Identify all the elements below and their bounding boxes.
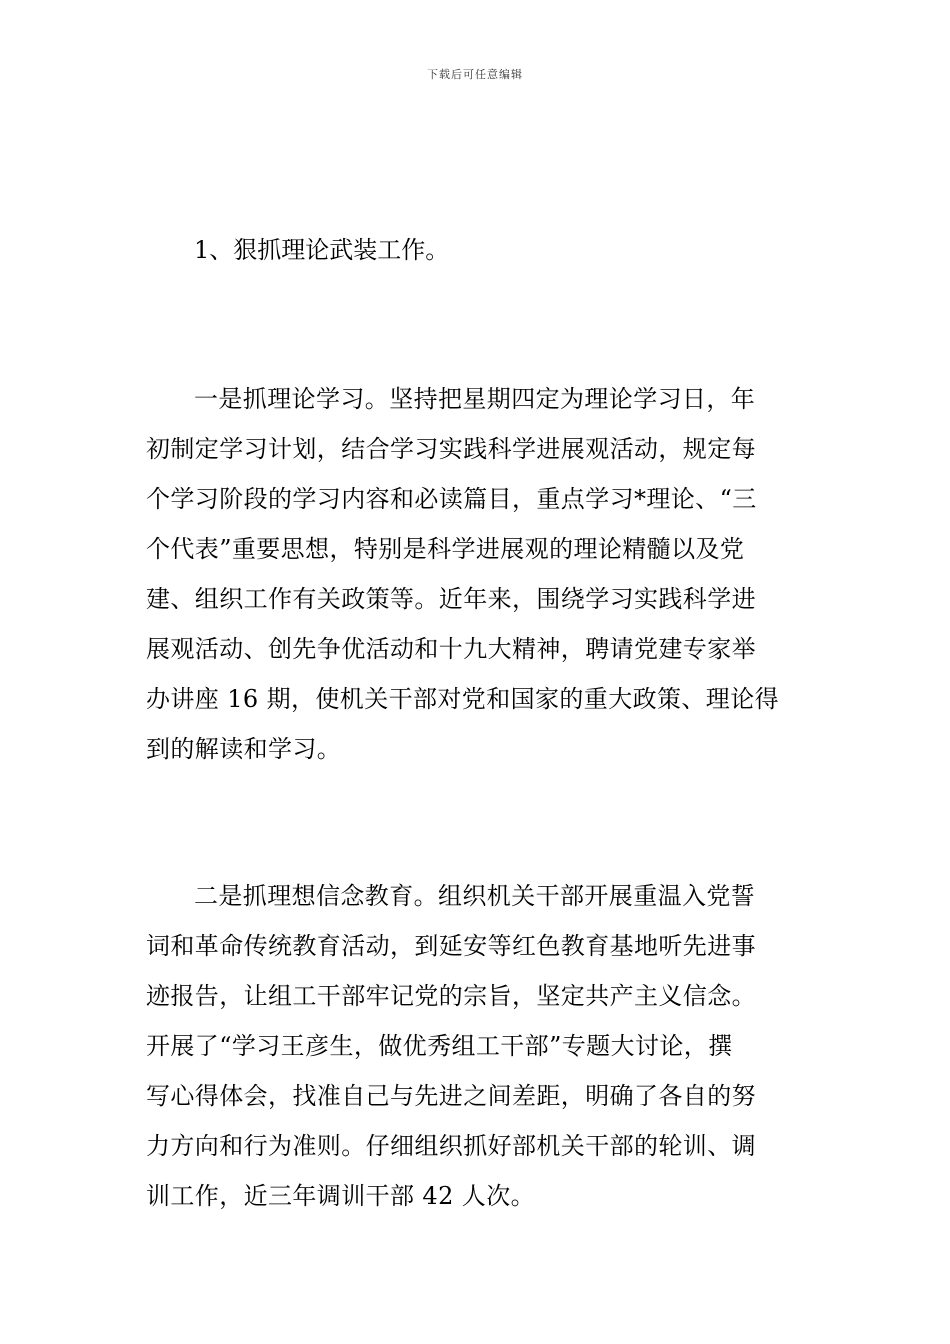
- paragraph-line: 写心得体会，找准自己与先进之间差距，明确了各自的努: [146, 1082, 756, 1110]
- paragraph-line: 初制定学习计划，结合学习实践科学进展观活动，规定每: [146, 435, 756, 463]
- paragraph-line: 力方向和行为准则。仔细组织抓好部机关干部的轮训、调: [146, 1132, 756, 1160]
- paragraph-line: 个代表”重要思想，特别是科学进展观的理论精髓以及党: [146, 535, 745, 563]
- paragraph-ideals-education: [146, 871, 806, 1221]
- paragraph-line: 训工作，近三年调训干部 42 人次。: [146, 1182, 535, 1210]
- paragraph-line: 展观活动、创先争优活动和十九大精神，聘请党建专家举: [146, 635, 756, 663]
- paragraph-line: 二是抓理想信念教育。组织机关干部开展重温入党誓: [194, 882, 756, 910]
- paragraph-theory-study: [146, 374, 806, 774]
- paragraph-line: 到的解读和学习。: [146, 735, 342, 763]
- paragraph-line: 一是抓理论学习。坚持把星期四定为理论学习日，年: [194, 385, 756, 413]
- paragraph-line: 迹报告，让组工干部牢记党的宗旨，坚定共产主义信念。: [146, 982, 756, 1010]
- page-header-note: 下载后可任意编辑: [427, 68, 523, 81]
- paragraph-line: 开展了“学习王彦生，做优秀组工干部”专题大讨论，撰: [146, 1032, 733, 1060]
- paragraph-line: 个学习阶段的学习内容和必读篇目，重点学习*理论、“三: [146, 485, 757, 513]
- paragraph-line: 词和革命传统教育活动，到延安等红色教育基地听先进事: [146, 932, 756, 960]
- section-heading: 1、狠抓理论武装工作。: [194, 236, 450, 264]
- paragraph-line: 建、组织工作有关政策等。近年来，围绕学习实践科学进: [146, 585, 756, 613]
- paragraph-line: 办讲座 16 期，使机关干部对党和国家的重大政策、理论得: [146, 685, 779, 713]
